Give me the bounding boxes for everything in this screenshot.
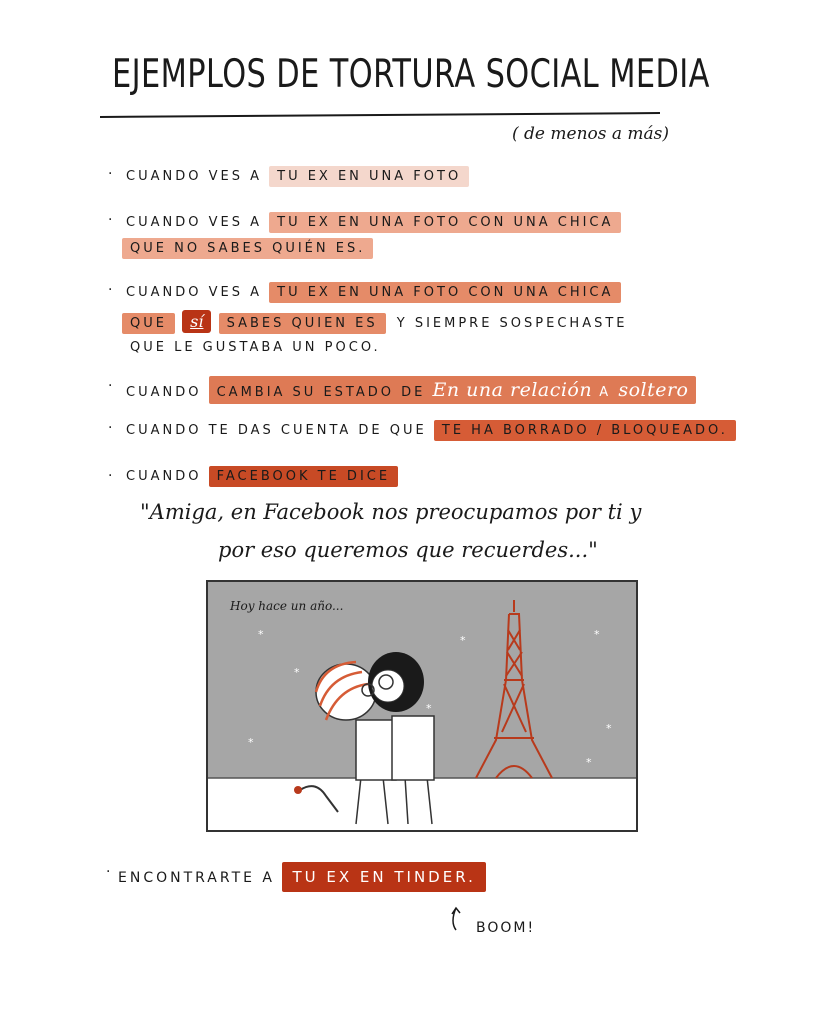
highlight-phrase: FACEBOOK TE DICE <box>209 466 398 487</box>
list-item <box>126 166 469 187</box>
script-text: soltero <box>618 379 689 401</box>
item-text: QUE LE GUSTABA UN POCO. <box>130 340 381 355</box>
bullet: · <box>108 420 113 436</box>
highlight-phrase: TU EX EN TINDER. <box>282 862 485 892</box>
highlight-phrase: SABES QUIEN ES <box>219 313 386 334</box>
bullet: · <box>108 468 113 484</box>
item-text: A <box>599 385 612 400</box>
svg-text:*: * <box>586 756 592 769</box>
list-item-continued <box>122 238 373 259</box>
item-text: CUANDO VES A <box>126 215 262 230</box>
highlight-phrase: TU EX EN UNA FOTO CON UNA CHICA <box>269 212 621 233</box>
highlight-phrase <box>209 376 697 404</box>
item-text: CUANDO <box>126 469 202 484</box>
highlight-phrase: QUE <box>122 313 175 334</box>
item-text: CUANDO VES A <box>126 169 262 184</box>
page-subtitle: ( de menos a más) <box>512 124 670 144</box>
highlight-phrase: TE HA BORRADO / BLOQUEADO. <box>434 420 736 441</box>
list-item-continued <box>130 340 381 355</box>
svg-text:*: * <box>294 666 300 679</box>
memory-illustration <box>206 580 638 832</box>
svg-text:*: * <box>460 634 466 647</box>
list-item <box>126 420 736 441</box>
title-underline <box>100 112 660 118</box>
item-text: CUANDO <box>126 385 202 400</box>
highlight-phrase: TU EX EN UNA FOTO <box>269 166 469 187</box>
bullet: · <box>108 378 113 394</box>
item-text: ENCONTRARTE A <box>118 870 276 886</box>
svg-text:*: * <box>426 702 432 715</box>
list-item <box>126 212 621 233</box>
script-text: En una relación <box>432 379 593 401</box>
highlight-phrase: TU EX EN UNA FOTO CON UNA CHICA <box>269 282 621 303</box>
page-title: EJEMPLOS DE TORTURA SOCIAL MEDIA <box>112 52 710 97</box>
list-item <box>126 282 621 303</box>
emphasis-word: sí <box>182 310 211 333</box>
boom-exclamation: BOOM! <box>476 920 536 936</box>
arrow-up-icon <box>444 904 468 934</box>
highlight-phrase: QUE NO SABES QUIÉN ES. <box>122 238 373 259</box>
svg-text:*: * <box>606 722 612 735</box>
illustration-caption: Hoy hace un año... <box>230 599 344 613</box>
svg-text:*: * <box>594 628 600 641</box>
bullet: · <box>106 864 111 880</box>
list-item <box>126 466 398 487</box>
bullet: · <box>108 166 113 182</box>
list-item-continued <box>122 310 628 334</box>
list-item <box>118 862 486 892</box>
item-text: CUANDO TE DAS CUENTA DE QUE <box>126 423 427 438</box>
bullet: · <box>108 212 113 228</box>
facebook-quote-line-2: por eso queremos que recuerdes..." <box>218 538 598 562</box>
item-text: Y SIEMPRE SOSPECHASTE <box>396 316 628 331</box>
list-item <box>126 376 696 404</box>
bullet: · <box>108 282 113 298</box>
svg-text:*: * <box>258 628 264 641</box>
svg-text:*: * <box>248 736 254 749</box>
facebook-quote-line-1: "Amiga, en Facebook nos preocupamos por ti y <box>140 500 642 524</box>
item-text: CAMBIA SU ESTADO DE <box>216 385 426 400</box>
item-text: CUANDO VES A <box>126 285 262 300</box>
